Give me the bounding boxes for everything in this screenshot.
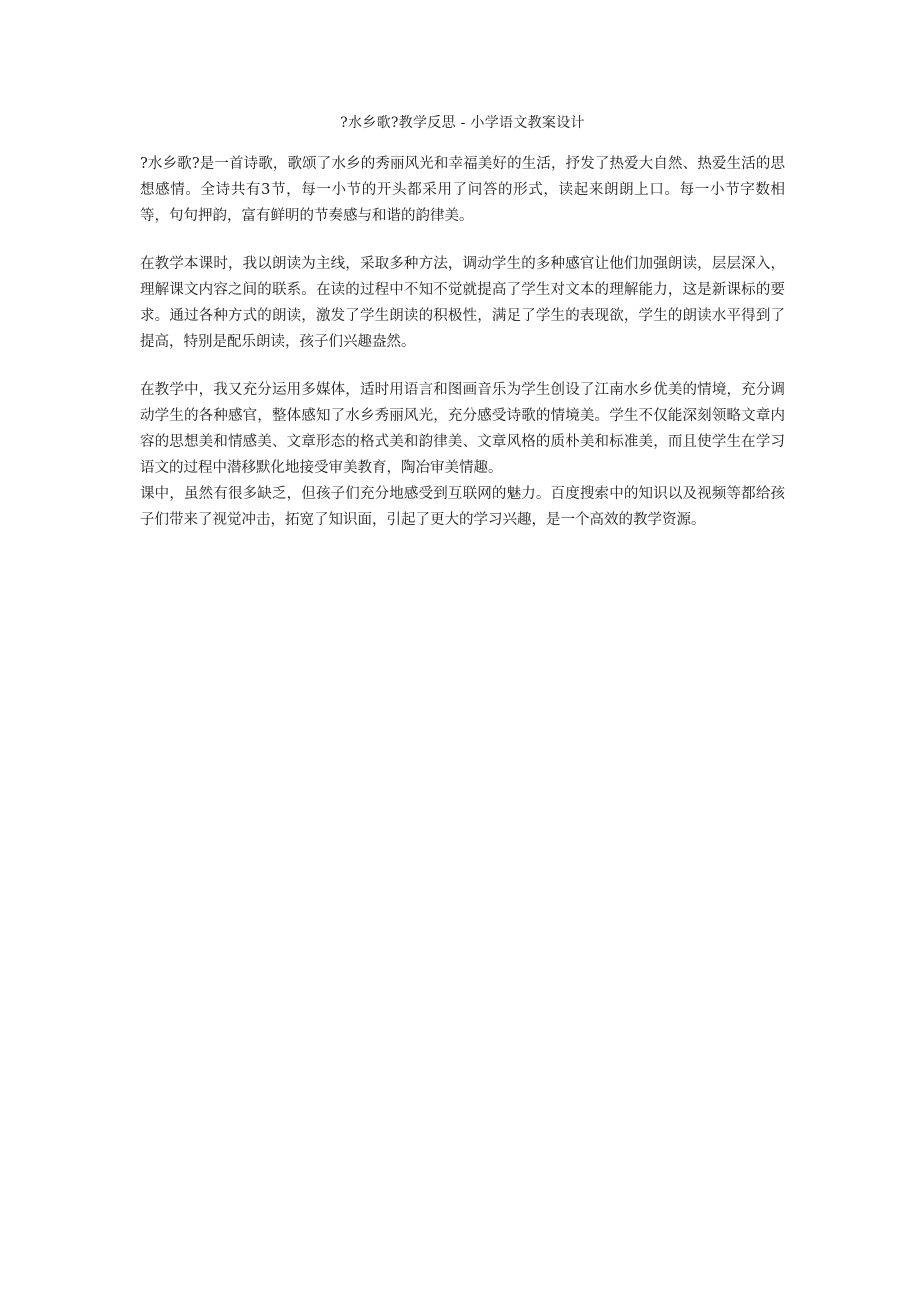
paragraph-gap — [140, 229, 785, 251]
document-page — [140, 112, 785, 533]
document-title: ?水乡歌?教学反思 - 小学语文教案设计 — [340, 115, 585, 131]
paragraph-reading: 在教学本课时，我以朗读为主线，采取多种方法，调动学生的多种感官让他们加强朗读，层层深入，理解课文内容之间的联系。在读的过程中不知不觉就提高了学生对文本的理解能力，这是新课标的要求。通过各种方式的朗读，激发了学生朗读的积极性，满足了学生的表现欲，学生的朗读水平得到了提高，特别是配乐朗读，孩子们兴趣盎然。 — [140, 256, 785, 350]
paragraph-gap — [140, 355, 785, 377]
paragraph-intro: ?水乡歌?是一首诗歌，歌颂了水乡的秀丽风光和幸福美好的生活，抒发了热爱大自然、热爱生活的思想感情。全诗共有3节，每一小节的开头都采用了问答的形式，读起来朗朗上口。每一小节字数相等，句句押韵，富有鲜明的节奏感与和谐的韵律美。 — [140, 156, 785, 224]
paragraph-internet: 课中，虽然有很多缺乏，但孩子们充分地感受到互联网的魅力。百度搜索中的知识以及视频等都给孩子们带来了视觉冲击，拓宽了知识面，引起了更大的学习兴趣，是一个高效的教学资源。 — [140, 486, 785, 528]
paragraph-multimedia: 在教学中，我又充分运用多媒体，适时用语言和图画音乐为学生创设了江南水乡优美的情境，充分调动学生的各种感官，整体感知了水乡秀丽风光，充分感受诗歌的情境美。学生不仅能深刻领略文章内容的思想美和情感美、文章形态的格式美和韵律美、文章风格的质朴美和标准美，而且使学生在学习语文的过程中潜移默化地接受审美教育，陶冶审美情趣。 — [140, 382, 785, 476]
